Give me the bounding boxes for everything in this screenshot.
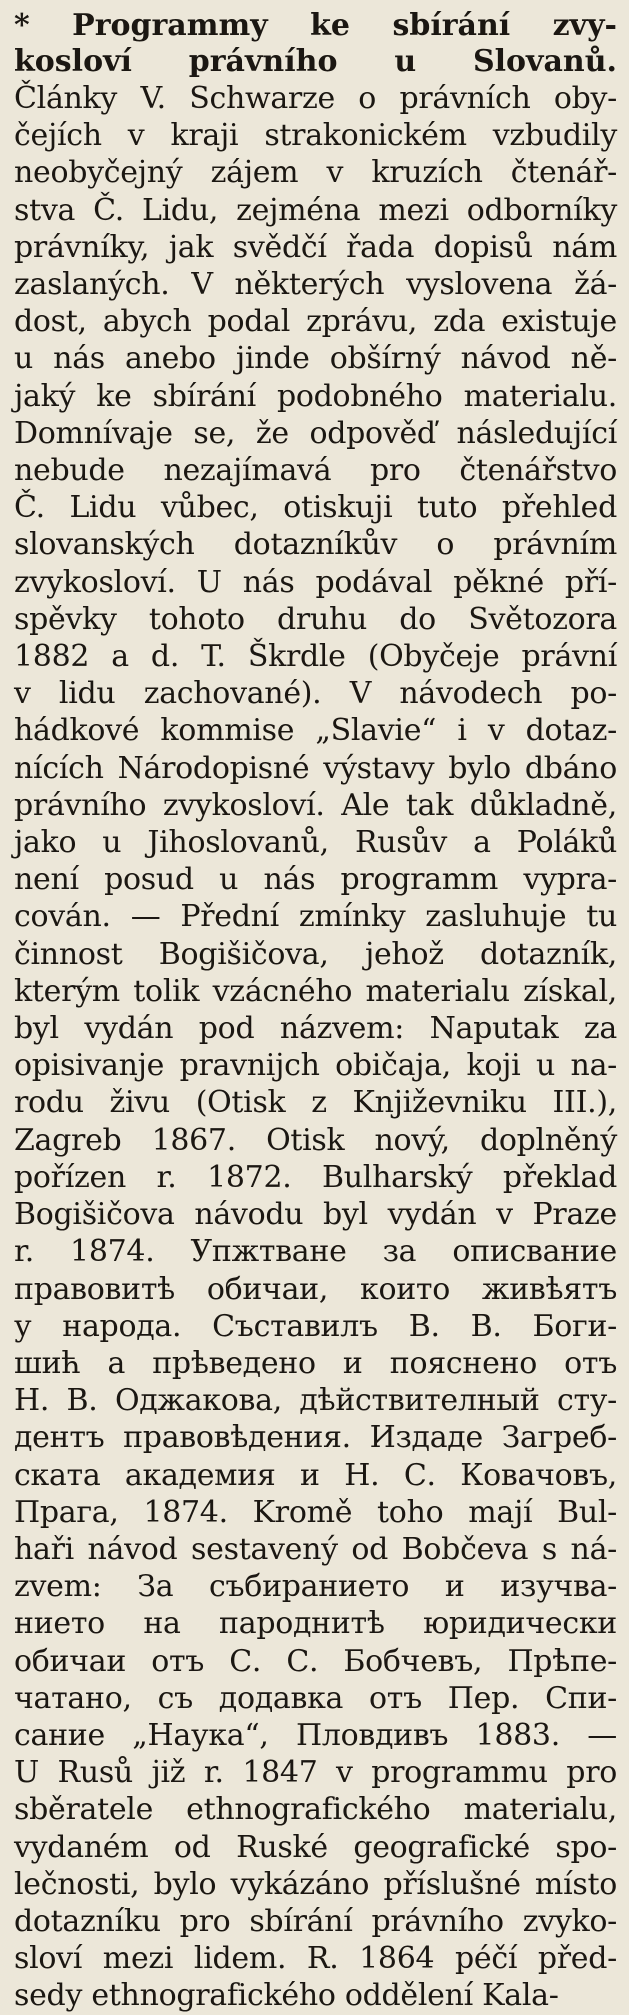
article-body: [14, 80, 617, 2015]
text-line: hádkové kommise „Slavie“ i v dotaz-: [14, 713, 617, 749]
text-line: правовитѣ обичаи, които живѣятъ: [14, 1271, 617, 1307]
text-line: neobyčejný zájem v kruzích čtenář-: [14, 155, 617, 191]
text-line: zvem: За събиранието и изучва-: [14, 1569, 617, 1605]
text-line: byl vydán pod názvem: Naputak za: [14, 1011, 617, 1047]
text-line: lečnosti, bylo vykázáno příslušné místo: [14, 1866, 617, 1902]
text-line: vydaném od Ruské geografické spo-: [14, 1829, 617, 1865]
text-line: právního zvykosloví. Ale tak důkladně,: [14, 787, 617, 823]
text-line: у народа. Съставилъ В. В. Боги-: [14, 1308, 617, 1344]
text-line: sběratele ethnografického materialu,: [14, 1792, 617, 1828]
text-line: U Rusů již r. 1847 v programmu pro: [14, 1755, 617, 1791]
text-line: spěvky tohoto druhu do Světozora: [14, 601, 617, 637]
text-line: nících Národopisné výstavy bylo dbáno: [14, 750, 617, 786]
text-line: u nás anebo jinde obšírný návod ně-: [14, 341, 617, 377]
text-line: 1882 a d. T. Škrdle (Obyčeje právní: [14, 639, 617, 675]
text-line: pořízen r. 1872. Bulharský překlad: [14, 1159, 617, 1195]
text-line: rodu živu (Otisk z Književniku III.),: [14, 1085, 617, 1121]
text-line: cován. — Přední zmínky zasluhuje tu: [14, 899, 617, 935]
text-line: stva Č. Lidu, zejména mezi odborníky: [14, 192, 617, 228]
text-line: обичаи отъ С. С. Бобчевъ, Прѣпе-: [14, 1643, 617, 1679]
text-line: Domnívaje se, že odpověď následující: [14, 415, 617, 451]
article-heading: [14, 8, 617, 80]
text-line: zaslaných. V některých vyslovena žá-: [14, 267, 617, 303]
text-line: dost, abych podal zprávu, zda existuje: [14, 304, 617, 340]
text-line: v lidu zachované). V návodech po-: [14, 676, 617, 712]
text-line: sloví mezi lidem. R. 1864 péčí před-: [14, 1941, 617, 1977]
text-line: дентъ правовѣдения. Издаде Загреб-: [14, 1420, 617, 1456]
text-line: jako u Jihoslovanů, Rusův a Poláků: [14, 825, 617, 861]
text-line: dotazníku pro sbírání právního zvyko-: [14, 1903, 617, 1939]
text-line: ската академия и Н. С. Ковачовъ,: [14, 1457, 617, 1493]
text-line: Články V. Schwarze o právních oby-: [14, 81, 617, 116]
text-line: slovanských dotazníkův o právním: [14, 527, 617, 563]
text-line: Н. В. Оджакова, дѣйствителный сту-: [14, 1383, 617, 1419]
text-line: kterým tolik vzácného materialu získal,: [14, 973, 617, 1009]
text-line: Прага, 1874. Kromě toho mají Bul-: [14, 1494, 617, 1530]
article-heading-line-2: kosloví právního u Slovanů.: [14, 44, 617, 79]
text-line: nebude nezajímavá pro čtenářstvo: [14, 453, 617, 489]
text-line: právníky, jak svědčí řada dopisů nám: [14, 229, 617, 265]
article-heading-line-1: * Programmy ke sbírání zvy-: [14, 8, 617, 43]
text-line: шић а прѣведено и пояснено отъ: [14, 1345, 617, 1381]
text-line: činnost Bogišičova, jehož dotazník,: [14, 936, 617, 972]
text-line: není posud u nás programm vypra-: [14, 862, 617, 898]
text-line: jaký ke sbírání podobného materialu.: [14, 378, 617, 414]
text-line: чатано, съ додавка отъ Пер. Спи-: [14, 1680, 617, 1716]
text-line: Zagreb 1867. Otisk nový, doplněný: [14, 1122, 617, 1158]
text-line: Č. Lidu vůbec, otiskuji tuto přehled: [14, 490, 617, 526]
text-line: opisivanje pravnijch običaja, koji u na-: [14, 1048, 617, 1084]
text-line: сание „Наука“, Пловдивъ 1883. —: [14, 1717, 617, 1753]
text-line: нието на пароднитѣ юридически: [14, 1606, 617, 1642]
text-line: čejích v kraji strakonickém vzbudily: [14, 118, 617, 154]
text-line: haři návod sestavený od Bobčeva s ná-: [14, 1531, 617, 1567]
text-line: zvykosloví. U nás podával pěkné pří-: [14, 564, 617, 600]
text-line: Bogišičova návodu byl vydán v Praze: [14, 1197, 617, 1233]
text-line: r. 1874. Упжтване за описвание: [14, 1234, 617, 1270]
text-line: sedy ethnografického oddělení Kala-: [14, 1978, 559, 2014]
